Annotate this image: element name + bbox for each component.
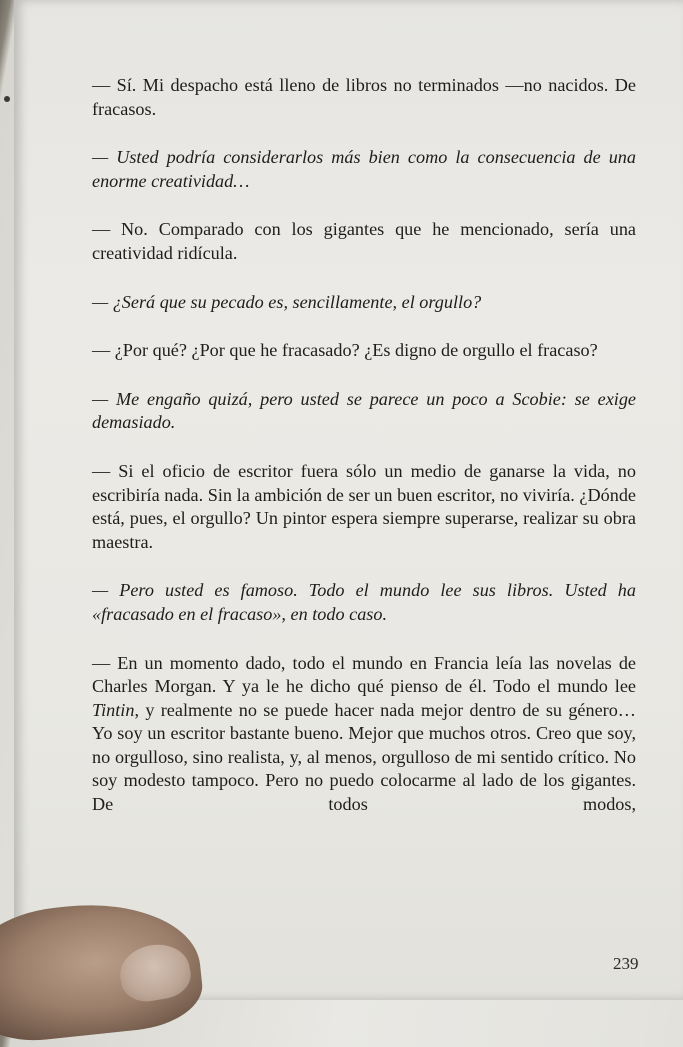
paragraph-question-3: — Me engaño quizá, pero usted se parece un poco a Scobie: se exige demasiado. <box>92 388 636 433</box>
page-number: 239 <box>613 954 639 973</box>
paragraph-answer-5 <box>92 652 636 817</box>
paragraph-answer-5-part-1: — En un momento dado, todo el mundo en Francia leía las novelas de Charles Morgan. Y ya le he dicho qué pienso de él. Todo el mundo lee <box>92 652 636 697</box>
page-edge-speck <box>4 96 10 102</box>
paragraph-answer-5-part-2: , y realmente no se puede hacer nada mejor dentro de su género… Yo soy un escritor bastante bueno. Mejor que muchos otros. Creo que soy, no orgulloso, sino realista, y, al menos, orgulloso de mi sentido crítico. No soy modesto tampoco. Pero no puedo colocarme al lado de los gigantes. De todos modos, <box>92 699 636 815</box>
paragraph-answer-2: — No. Comparado con los gigantes que he mencionado, sería una creatividad ridícula. <box>92 219 636 263</box>
paragraph-answer-3: — ¿Por qué? ¿Por que he fracasado? ¿Es digno de orgullo el fracaso? <box>92 340 598 361</box>
book-title-tintin: Tintin <box>92 699 135 720</box>
page-text <box>92 74 636 817</box>
paragraph-question-4: — Pero usted es famoso. Todo el mundo lee sus libros. Usted ha «fracasado en el fracaso», en todo caso. <box>92 580 636 624</box>
book-page <box>14 0 683 1000</box>
paragraph-question-2: — ¿Será que su pecado es, sencillamente, el orgullo? <box>92 291 482 312</box>
paragraph-answer-4: — Si el oficio de escritor fuera sólo un medio de ganarse la vida, no escribiría nada. Sin la ambición de ser un buen escritor, no viviría. ¿Dónde está, pues, el orgullo? Un pintor espera siempre superarse, realizar su obra maestra. <box>92 460 636 552</box>
paragraph-question-1: — Usted podría considerarlos más bien como la consecuencia de una enorme creatividad… <box>92 147 636 191</box>
paragraph-answer-1: — Sí. Mi despacho está lleno de libros no terminados —no nacidos. De fracasos. <box>92 75 636 119</box>
